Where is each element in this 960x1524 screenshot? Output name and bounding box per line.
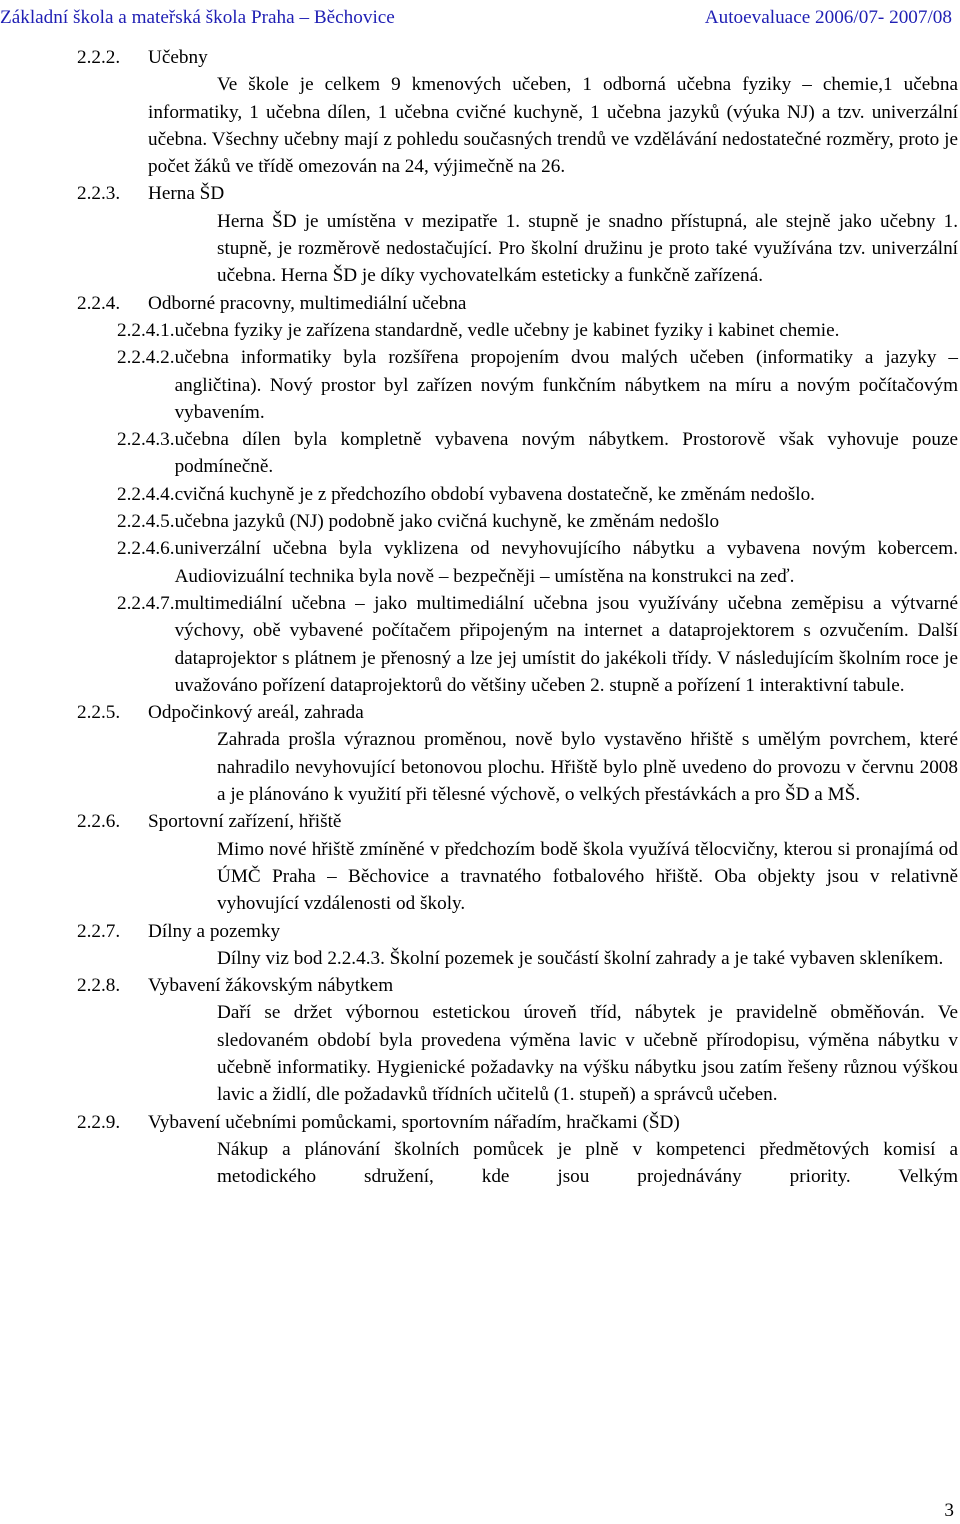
section-number: 2.2.5. bbox=[77, 702, 121, 724]
section-heading bbox=[77, 290, 958, 317]
item-number: 2.2.4.7. bbox=[117, 592, 175, 614]
item-text: učebna jazyků (NJ) podobně jako cvičná kuchyně, ke změnám nedošlo bbox=[174, 511, 720, 533]
section-title: Učebny bbox=[148, 47, 208, 68]
section-title: Herna ŠD bbox=[148, 183, 225, 205]
section-number: 2.2.9. bbox=[77, 1111, 121, 1133]
section-title: Vybavení učebními pomůckami, sportovním nářadím, hračkami (ŠD) bbox=[148, 1111, 680, 1133]
section-heading bbox=[77, 972, 958, 999]
item-number: 2.2.4.5. bbox=[117, 511, 175, 533]
section-title: Dílny a pozemky bbox=[148, 920, 281, 942]
document-body bbox=[77, 44, 958, 1190]
item-number: 2.2.4.4. bbox=[117, 483, 175, 505]
page-header bbox=[0, 4, 960, 30]
section-text: Mimo nové hřiště zmíněné v předchozím bodě škola využívá tělocvičny, kterou si pronajímá od ÚMČ Praha – Běchovice a travnatého fotbalového hřiště. Oba objekty jsou v relativně vyhovující vzdálenosti od školy. bbox=[217, 838, 958, 915]
section-title: Vybavení žákovským nábytkem bbox=[148, 975, 394, 997]
section-title: Odborné pracovny, multimediální učebna bbox=[148, 292, 467, 314]
item-text: multimediální učebna – jako multimediální učebna jsou využívány učebna zeměpisu a výtvarné výchovy, obě vybavené počítačem připojeným na internet a dataprojektorem s ozvučením. Další dataprojektor s plátnem je přenosný a lze jej umístit do jakékoli třídy. V následujícím školním roce je uvažováno pořízení dataprojektorů do většiny učeben 2. stupně a pořízení 1 interaktivní tabule. bbox=[174, 592, 958, 696]
section-text: Daří se držet výbornou estetickou úroveň tříd, nábytek je pravidelně obměňován. Ve sledovaném období byla provedena výměna lavic v učebně přírodopisu, výměna nábytku v učebně informatiky. Hygienické požadavky na výšku nábytku jsou zatím řešeny různou výškou lavic a židlí, dle požadavků třídních učitelů (1. stupeň) a správců učeben. bbox=[217, 1002, 958, 1106]
section-number: 2.2.6. bbox=[77, 811, 121, 833]
list-item bbox=[117, 481, 958, 508]
section-number: 2.2.2. bbox=[77, 47, 121, 68]
section-heading bbox=[77, 1109, 958, 1136]
list-item bbox=[117, 508, 958, 535]
section-title: Odpočinkový areál, zahrada bbox=[148, 702, 364, 724]
page-number: 3 bbox=[944, 1500, 954, 1521]
section-number: 2.2.8. bbox=[77, 975, 121, 997]
item-text: cvičná kuchyně je z předchozího období vybavena dostatečně, ke změnám nedošlo. bbox=[174, 483, 815, 505]
section-number: 2.2.3. bbox=[77, 183, 121, 205]
list-item bbox=[117, 344, 958, 426]
item-text: učebna informatiky byla rozšířena propojením dvou malých učeben (informatiky a jazyky – angličtina). Nový prostor byl zařízen novým funkčním nábytkem na míru a novým počítačovým vybavením. bbox=[174, 347, 958, 423]
header-school-name: Základní škola a mateřská škola Praha – Běchovice bbox=[0, 7, 395, 28]
section-text: Dílny viz bod 2.2.4.3. Školní pozemek je součástí školní zahrady a je také vybaven skleníkem. bbox=[217, 947, 944, 969]
item-number: 2.2.4.6. bbox=[117, 538, 175, 560]
item-number: 2.2.4.3. bbox=[117, 429, 175, 451]
section-text: Zahrada prošla výraznou proměnou, nově bylo vystavěno hřiště s umělým povrchem, které nahradilo nevyhovující betonovou plochu. Hřiště bylo plně uvedeno do provozu v červnu 2008 a je plánováno k využití při tělesné výchově, o velkých přestávkách a pro ŠD a MŠ. bbox=[217, 729, 958, 806]
list-item bbox=[117, 317, 958, 344]
item-text: učebna fyziky je zařízena standardně, vedle učebny je kabinet fyziky i kabinet chemie. bbox=[174, 319, 840, 341]
section-heading bbox=[77, 918, 958, 945]
section-number: 2.2.4. bbox=[77, 292, 121, 314]
section-text: Ve škole je celkem 9 kmenových učeben, 1 odborná učebna fyziky – chemie,1 učebna informatiky, 1 učebna dílen, 1 učebna cvičné kuchyně, 1 učebna jazyků (výuka NJ) a tzv. univerzální učebna. Všechny učebny mají z pohledu současných trendů ve vzdělávání nedostatečné rozměry, proto je počet žáků ve třídě omezován na 24, výjimečně na 26. bbox=[148, 74, 958, 178]
section-number: 2.2.7. bbox=[77, 920, 121, 942]
section-text: Nákup a plánování školních pomůcek je plně v kompetenci předmětových komisí a metodického sdružení, kde jsou projednávány priority. Velkým bbox=[217, 1138, 958, 1188]
list-item bbox=[117, 535, 958, 590]
item-text: univerzální učebna byla vyklizena od nevyhovujícího nábytku a vybavena novým kobercem. Audiovizuální technika byla nově – bezpečněji – umístěna na konstrukci na zeď. bbox=[174, 538, 958, 587]
item-number: 2.2.4.2. bbox=[117, 347, 175, 369]
section-heading bbox=[77, 808, 958, 835]
section-text: Herna ŠD je umístěna v mezipatře 1. stupně je snadno přístupná, ale stejně jako učebny 1. stupně, je rozměrově nedostačující. Pro školní družinu je proto také využívána tzv. univerzální učebna. Herna ŠD je díky vychovatelkám esteticky a funkčně zařízená. bbox=[217, 210, 958, 287]
section-heading bbox=[77, 699, 958, 726]
item-text: učebna dílen byla kompletně vybavena novým nábytkem. Prostorově však vyhovuje pouze podmínečně. bbox=[174, 429, 958, 478]
section-heading bbox=[77, 180, 958, 207]
header-report-title: Autoevaluace 2006/07- 2007/08 bbox=[704, 7, 952, 28]
item-number: 2.2.4.1. bbox=[117, 319, 175, 341]
section-heading bbox=[77, 44, 958, 71]
list-item bbox=[117, 426, 958, 481]
list-item bbox=[117, 590, 958, 699]
section-title: Sportovní zařízení, hřiště bbox=[148, 811, 342, 833]
